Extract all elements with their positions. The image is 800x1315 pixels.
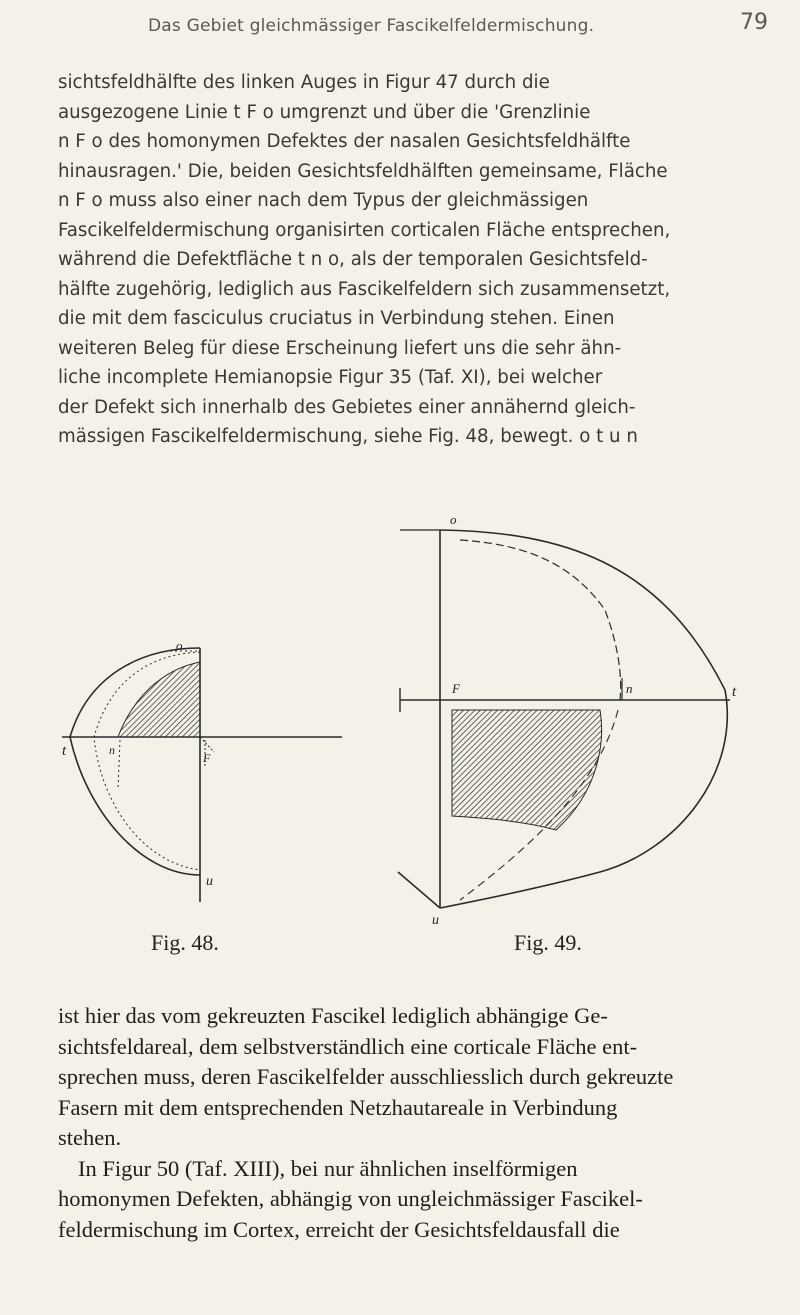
fig49-label-o: o [450, 512, 457, 527]
text-line: hälfte zugehörig, lediglich aus Fascikelfeldern sich zusammensetzt, [58, 278, 671, 300]
fig49-label-F: F [452, 681, 460, 696]
text-line: n F o muss also einer nach dem Typus der gleichmässigen [58, 190, 589, 211]
running-title: Das Gebiet gleichmässiger Fascikelfeldermischung. [148, 16, 595, 36]
figure-48-diagram [62, 648, 342, 902]
fig48-label-n: n [109, 743, 115, 757]
text-line: stehen. [58, 1125, 122, 1150]
text-line: Fascikelfeldermischung organisirten corticalen Fläche entsprechen, [58, 219, 671, 241]
text-line: sprechen muss, deren Fascikelfelder ausschliesslich durch gekreuzte [58, 1064, 674, 1089]
figures-area [0, 500, 800, 970]
text-line: der Defekt sich innerhalb des Gebietes einer annähernd gleich- [58, 396, 636, 418]
paragraph-2 [58, 1001, 778, 1245]
fig48-label-u: u [206, 874, 213, 889]
paragraph-1 [58, 68, 778, 452]
text-line: Fasern mit dem entsprechenden Netzhautareale in Verbindung [58, 1094, 618, 1120]
text-line: die mit dem fasciculus cruciatus in Verbindung stehen. Einen [58, 308, 615, 329]
text-line: homonymen Defekten, abhängig von ungleichmässiger Fascikel- [58, 1186, 643, 1211]
text-line: ausgezogene Linie t F o umgrenzt und über die 'Grenzlinie [58, 101, 591, 123]
figure-49-diagram [398, 530, 730, 908]
fig48-label-t: t [62, 743, 67, 759]
text-line: mässigen Fascikelfeldermischung, siehe Fig. 48, bewegt. o t u n [58, 426, 638, 447]
figures-svg [0, 500, 800, 970]
fig48-label-F: F [203, 751, 211, 765]
text-line: sichtsfeldareal, dem selbstverständlich eine corticale Fläche ent- [58, 1033, 638, 1059]
text-line: ist hier das vom gekreuzten Fascikel lediglich abhängige Ge- [58, 1003, 608, 1028]
text-line: hinausragen.' Die, beiden Gesichtsfeldhälften gemeinsame, Fläche [58, 160, 668, 182]
fig48-label-o: o [176, 638, 183, 653]
text-line: n F o des homonymen Defektes der nasalen Gesichtsfeldhälfte [58, 131, 631, 152]
text-line: In Figur 50 (Taf. XIII), bei nur ähnlichen inselförmigen [78, 1155, 578, 1181]
text-line: während die Defektfläche t n o, als der temporalen Gesichtsfeld- [58, 249, 648, 270]
fig49-label-n: n [626, 681, 633, 696]
text-line: sichtsfeldhälfte des linken Auges in Figur 47 durch die [58, 72, 550, 93]
fig49-label-u: u [432, 913, 439, 928]
text-line: feldermischung im Cortex, erreicht der Gesichtsfeldausfall die [58, 1216, 620, 1242]
text-line: weiteren Beleg für diese Erscheinung liefert uns die sehr ähn- [58, 337, 622, 359]
fig49-caption: Fig. 49. [514, 930, 582, 955]
fig48-caption: Fig. 48. [151, 930, 219, 955]
text-line: liche incomplete Hemianopsie Figur 35 (Taf. XI), bei welcher [58, 367, 603, 388]
fig49-label-t: t [732, 684, 737, 700]
page-number: 79 [740, 10, 768, 35]
